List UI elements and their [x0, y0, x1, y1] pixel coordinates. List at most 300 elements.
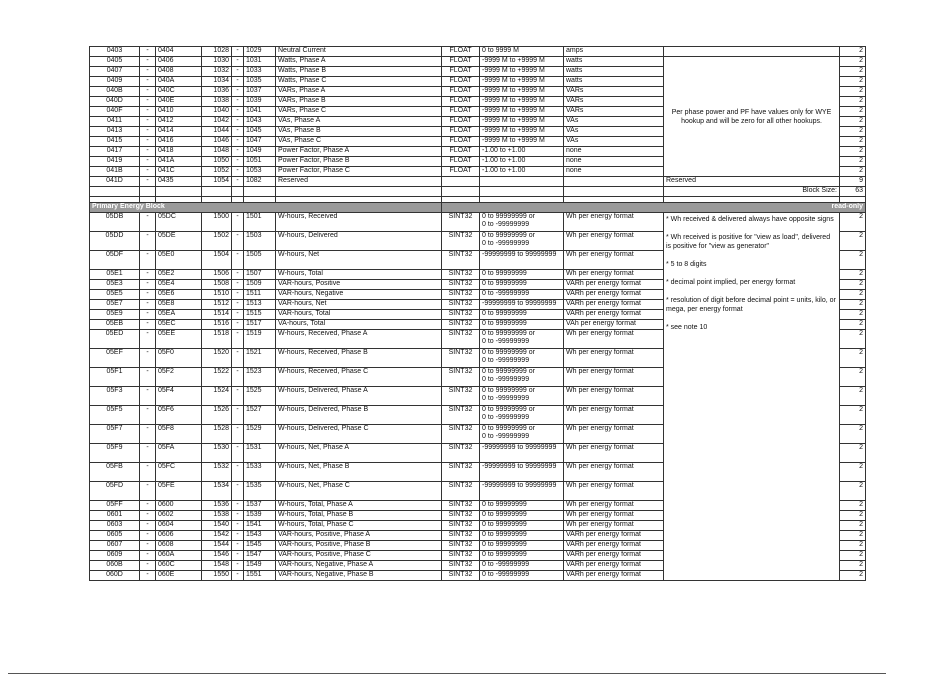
format: SINT32: [442, 270, 480, 280]
range: [480, 310, 564, 320]
range: -9999 M to +9999 M: [480, 107, 564, 117]
size: 2: [840, 511, 866, 521]
dec-end: 1541: [244, 521, 276, 531]
hex-start: 05F1: [90, 368, 140, 387]
units: VARh per energy format: [564, 541, 664, 551]
units: watts: [564, 77, 664, 87]
description: VA-hours, Total: [276, 320, 442, 330]
hex-start: 040D: [90, 97, 140, 107]
units: VARh per energy format: [564, 310, 664, 320]
hex-start: 05E3: [90, 280, 140, 290]
hex-start: 0411: [90, 117, 140, 127]
dash: -: [232, 107, 244, 117]
hex-end: 05E8: [156, 300, 202, 310]
description: W-hours, Total, Phase A: [276, 501, 442, 511]
dec-end: 1047: [244, 137, 276, 147]
dash: -: [232, 290, 244, 300]
dec-end: 1535: [244, 482, 276, 501]
dash: -: [140, 290, 156, 300]
range-line: 0 to 99999999: [482, 320, 527, 327]
units: Wh per energy format: [564, 368, 664, 387]
range: -9999 M to +9999 M: [480, 67, 564, 77]
format: SINT32: [442, 541, 480, 551]
dec-start: 1538: [202, 511, 232, 521]
format: SINT32: [442, 232, 480, 251]
range-line: 0 to 99999999: [482, 541, 527, 548]
units: VARh per energy format: [564, 571, 664, 581]
size: 2: [840, 137, 866, 147]
units: Wh per energy format: [564, 482, 664, 501]
hex-end: 05EC: [156, 320, 202, 330]
units: none: [564, 167, 664, 177]
dash: -: [232, 280, 244, 290]
dec-start: 1030: [202, 57, 232, 67]
dash: -: [232, 541, 244, 551]
size: 2: [840, 157, 866, 167]
size: 9: [840, 177, 866, 187]
format: FLOAT: [442, 127, 480, 137]
description: VAR-hours, Positive, Phase B: [276, 541, 442, 551]
range-line: 0 to 99999999 or: [482, 368, 535, 375]
units: VAs: [564, 117, 664, 127]
range-line: 0 to 99999999: [482, 310, 527, 317]
hex-end: 05F8: [156, 425, 202, 444]
energy-note: * see note 10: [666, 324, 708, 331]
units: VARh per energy format: [564, 290, 664, 300]
range: [480, 521, 564, 531]
size: 2: [840, 349, 866, 368]
description: VARs, Phase A: [276, 87, 442, 97]
range-line: 0 to 99999999: [482, 511, 527, 518]
block-size-label: Block Size:: [664, 187, 840, 197]
energy-note: * resolution of digit before decimal point = units, kilo, or mega, per energy format: [666, 297, 836, 313]
hex-start: 05DB: [90, 213, 140, 232]
format: SINT32: [442, 531, 480, 541]
dash: -: [140, 368, 156, 387]
range-line-2: 0 to -99999999: [482, 221, 530, 228]
register-map-table: [89, 46, 866, 581]
range-line: 0 to -99999999: [482, 571, 530, 578]
format: SINT32: [442, 406, 480, 425]
description: VARs, Phase B: [276, 97, 442, 107]
energy-note: * 5 to 8 digits: [666, 261, 707, 268]
units: VAs: [564, 127, 664, 137]
dash: -: [232, 368, 244, 387]
dec-start: 1500: [202, 213, 232, 232]
energy-notes: [664, 213, 840, 581]
dec-start: 1046: [202, 137, 232, 147]
units: Wh per energy format: [564, 213, 664, 232]
format: FLOAT: [442, 137, 480, 147]
description: W-hours, Received, Phase A: [276, 330, 442, 349]
format: SINT32: [442, 444, 480, 463]
range-line: 0 to 99999999: [482, 280, 527, 287]
units: none: [564, 157, 664, 167]
hex-end: 05FA: [156, 444, 202, 463]
description: VAs, Phase C: [276, 137, 442, 147]
range-line: 0 to 99999999 or: [482, 213, 535, 220]
size: 2: [840, 67, 866, 77]
dash: -: [232, 320, 244, 330]
units: VARs: [564, 107, 664, 117]
dash: -: [140, 330, 156, 349]
dec-end: 1519: [244, 330, 276, 349]
format: SINT32: [442, 561, 480, 571]
range: 0 to 9999 M: [480, 47, 564, 57]
dash: -: [232, 425, 244, 444]
range: -1.00 to +1.00: [480, 147, 564, 157]
dec-end: 1033: [244, 67, 276, 77]
units: Wh per energy format: [564, 511, 664, 521]
size: 2: [840, 232, 866, 251]
dash: -: [232, 213, 244, 232]
dec-start: 1044: [202, 127, 232, 137]
hex-start: 05F7: [90, 425, 140, 444]
dec-end: 1029: [244, 47, 276, 57]
range: [480, 300, 564, 310]
range: [480, 511, 564, 521]
size: 2: [840, 320, 866, 330]
range-line-2: 0 to -99999999: [482, 414, 530, 421]
format: SINT32: [442, 300, 480, 310]
range: -9999 M to +9999 M: [480, 87, 564, 97]
dec-start: 1522: [202, 368, 232, 387]
hex-start: 0415: [90, 137, 140, 147]
description: W-hours, Total, Phase C: [276, 521, 442, 531]
range: -9999 M to +9999 M: [480, 127, 564, 137]
range: [480, 320, 564, 330]
dash: -: [140, 213, 156, 232]
dash: -: [140, 425, 156, 444]
size: 2: [840, 107, 866, 117]
range-line-2: 0 to -99999999: [482, 395, 530, 402]
format: FLOAT: [442, 97, 480, 107]
dash: -: [232, 147, 244, 157]
hex-start: 05FD: [90, 482, 140, 501]
dec-end: 1517: [244, 320, 276, 330]
range: [480, 541, 564, 551]
description: VAR-hours, Positive: [276, 280, 442, 290]
dec-end: 1503: [244, 232, 276, 251]
hex-start: 05EF: [90, 349, 140, 368]
dash: -: [232, 67, 244, 77]
top-section: [90, 47, 866, 177]
dash: -: [232, 47, 244, 57]
dec-start: 1504: [202, 251, 232, 270]
range-line: 0 to 99999999 or: [482, 425, 535, 432]
table-row: [90, 57, 866, 67]
dec-end: 1547: [244, 551, 276, 561]
dash: -: [140, 117, 156, 127]
range: [480, 501, 564, 511]
units: VARs: [564, 97, 664, 107]
dec-start: 1028: [202, 47, 232, 57]
hex-start: 05F3: [90, 387, 140, 406]
format: FLOAT: [442, 167, 480, 177]
size: 2: [840, 551, 866, 561]
size: 2: [840, 117, 866, 127]
range: [480, 551, 564, 561]
dec-start: 1036: [202, 87, 232, 97]
description: W-hours, Net: [276, 251, 442, 270]
dash: -: [232, 444, 244, 463]
range-line: -99999999 to 99999999: [482, 482, 557, 489]
dash: -: [140, 501, 156, 511]
size: 2: [840, 463, 866, 482]
hex-end: 0435: [156, 177, 202, 187]
dec-start: 1526: [202, 406, 232, 425]
dec-end: 1051: [244, 157, 276, 167]
description: VAR-hours, Net: [276, 300, 442, 310]
hex-end: 060C: [156, 561, 202, 571]
hex-start: 05DF: [90, 251, 140, 270]
format: SINT32: [442, 290, 480, 300]
description: Reserved: [276, 177, 442, 187]
description: Watts, Phase B: [276, 67, 442, 77]
dash: -: [232, 77, 244, 87]
dec-start: 1050: [202, 157, 232, 167]
hex-end: 05FC: [156, 463, 202, 482]
hex-start: 05E9: [90, 310, 140, 320]
dec-end: 1515: [244, 310, 276, 320]
hex-start: 040F: [90, 107, 140, 117]
hex-end: 05E0: [156, 251, 202, 270]
dash: -: [140, 77, 156, 87]
dec-start: 1514: [202, 310, 232, 320]
range-line: 0 to 99999999 or: [482, 406, 535, 413]
hex-end: 0600: [156, 501, 202, 511]
format: SINT32: [442, 213, 480, 232]
dash: -: [140, 67, 156, 77]
description: Watts, Phase A: [276, 57, 442, 67]
dash: -: [232, 561, 244, 571]
hex-end: 040A: [156, 77, 202, 87]
size: 2: [840, 310, 866, 320]
dash: -: [140, 97, 156, 107]
hex-end: 0602: [156, 511, 202, 521]
hex-start: 05E5: [90, 290, 140, 300]
description: VAR-hours, Negative, Phase B: [276, 571, 442, 581]
range: [480, 368, 564, 387]
range: [480, 425, 564, 444]
dash: -: [232, 463, 244, 482]
hex-end: 0414: [156, 127, 202, 137]
range-line-2: 0 to -99999999: [482, 357, 530, 364]
hex-end: 060A: [156, 551, 202, 561]
hex-start: 05EB: [90, 320, 140, 330]
range: -9999 M to +9999 M: [480, 57, 564, 67]
dash: -: [140, 541, 156, 551]
dash: -: [232, 300, 244, 310]
dash: -: [140, 167, 156, 177]
dec-start: 1042: [202, 117, 232, 127]
range-line: 0 to 99999999 or: [482, 387, 535, 394]
energy-note: * decimal point implied, per energy format: [666, 279, 796, 286]
description: W-hours, Received, Phase B: [276, 349, 442, 368]
dash: -: [232, 330, 244, 349]
per-phase-note: Per phase power and PF have values only for WYE hookup and will be zero for all other hookups.: [664, 57, 840, 177]
dec-end: 1543: [244, 531, 276, 541]
size: 2: [840, 77, 866, 87]
description: W-hours, Delivered: [276, 232, 442, 251]
description: W-hours, Net, Phase B: [276, 463, 442, 482]
size: 2: [840, 167, 866, 177]
dec-start: 1530: [202, 444, 232, 463]
dec-end: 1511: [244, 290, 276, 300]
hex-start: 05DD: [90, 232, 140, 251]
hex-start: 0403: [90, 47, 140, 57]
dash: -: [232, 310, 244, 320]
hex-end: 05E2: [156, 270, 202, 280]
units: Wh per energy format: [564, 251, 664, 270]
size: 2: [840, 213, 866, 232]
range-line-2: 0 to -99999999: [482, 376, 530, 383]
description: W-hours, Delivered, Phase C: [276, 425, 442, 444]
dec-start: 1534: [202, 482, 232, 501]
dash: -: [140, 107, 156, 117]
range: [480, 290, 564, 300]
units: VARs: [564, 87, 664, 97]
hex-start: 05E1: [90, 270, 140, 280]
hex-end: 040E: [156, 97, 202, 107]
range-line: 0 to 99999999: [482, 531, 527, 538]
hex-end: 05E6: [156, 290, 202, 300]
description: VAR-hours, Negative, Phase A: [276, 561, 442, 571]
range: -1.00 to +1.00: [480, 157, 564, 167]
range-line: 0 to 99999999: [482, 521, 527, 528]
range: [480, 213, 564, 232]
range: [480, 330, 564, 349]
size: 2: [840, 97, 866, 107]
dec-start: 1038: [202, 97, 232, 107]
description: W-hours, Total: [276, 270, 442, 280]
hex-start: 040B: [90, 87, 140, 97]
reserved-section: [90, 177, 866, 213]
range: [480, 406, 564, 425]
hex-start: 05F5: [90, 406, 140, 425]
dec-start: 1532: [202, 463, 232, 482]
units: VARh per energy format: [564, 561, 664, 571]
dec-start: 1544: [202, 541, 232, 551]
description: Power Factor, Phase C: [276, 167, 442, 177]
range: -1.00 to +1.00: [480, 167, 564, 177]
size: 2: [840, 387, 866, 406]
dec-start: 1512: [202, 300, 232, 310]
dec-start: 1548: [202, 561, 232, 571]
dec-start: 1510: [202, 290, 232, 300]
dash: -: [232, 571, 244, 581]
size: 2: [840, 482, 866, 501]
size: 2: [840, 425, 866, 444]
dec-start: 1536: [202, 501, 232, 511]
dash: -: [140, 511, 156, 521]
format: SINT32: [442, 425, 480, 444]
dec-start: 1506: [202, 270, 232, 280]
format: FLOAT: [442, 157, 480, 167]
hex-start: 060D: [90, 571, 140, 581]
dec-start: 1034: [202, 77, 232, 87]
description: Power Factor, Phase A: [276, 147, 442, 157]
dec-end: 1501: [244, 213, 276, 232]
dash: -: [140, 406, 156, 425]
units: VAh per energy format: [564, 320, 664, 330]
units: Wh per energy format: [564, 406, 664, 425]
hex-start: 05E7: [90, 300, 140, 310]
dec-start: 1540: [202, 521, 232, 531]
notes: [664, 47, 840, 57]
units: Wh per energy format: [564, 521, 664, 531]
dec-end: 1082: [244, 177, 276, 187]
units: amps: [564, 47, 664, 57]
format: FLOAT: [442, 77, 480, 87]
dash: -: [140, 482, 156, 501]
range: [480, 463, 564, 482]
block-size-value: 63: [840, 187, 866, 197]
description: W-hours, Net, Phase C: [276, 482, 442, 501]
hex-start: 0607: [90, 541, 140, 551]
dec-end: 1545: [244, 541, 276, 551]
dash: -: [140, 57, 156, 67]
hex-start: 05ED: [90, 330, 140, 349]
dash: -: [232, 531, 244, 541]
dec-end: 1043: [244, 117, 276, 127]
dec-end: 1537: [244, 501, 276, 511]
range: [480, 387, 564, 406]
dash: -: [140, 571, 156, 581]
dec-start: 1528: [202, 425, 232, 444]
format: FLOAT: [442, 87, 480, 97]
format: SINT32: [442, 368, 480, 387]
hex-end: 0404: [156, 47, 202, 57]
dec-end: 1523: [244, 368, 276, 387]
dash: -: [232, 57, 244, 67]
units: VAs: [564, 137, 664, 147]
size: 2: [840, 444, 866, 463]
hex-end: 0606: [156, 531, 202, 541]
range-line: -99999999 to 99999999: [482, 444, 557, 451]
description: VAR-hours, Negative: [276, 290, 442, 300]
format: FLOAT: [442, 107, 480, 117]
range-line: 0 to 99999999: [482, 501, 527, 508]
hex-end: 0412: [156, 117, 202, 127]
dash: -: [232, 117, 244, 127]
format: SINT32: [442, 521, 480, 531]
format: SINT32: [442, 571, 480, 581]
range-line: -99999999 to 99999999: [482, 251, 557, 258]
hex-start: 0603: [90, 521, 140, 531]
description: Watts, Phase C: [276, 77, 442, 87]
dash: -: [140, 232, 156, 251]
dash: -: [140, 47, 156, 57]
description: VAs, Phase A: [276, 117, 442, 127]
format: SINT32: [442, 511, 480, 521]
hex-end: 0408: [156, 67, 202, 77]
format: SINT32: [442, 387, 480, 406]
format: FLOAT: [442, 67, 480, 77]
units: VARh per energy format: [564, 551, 664, 561]
format: SINT32: [442, 463, 480, 482]
dash: -: [140, 387, 156, 406]
range: [480, 444, 564, 463]
range: [480, 232, 564, 251]
range: -9999 M to +9999 M: [480, 97, 564, 107]
hex-end: 05F2: [156, 368, 202, 387]
format: FLOAT: [442, 57, 480, 67]
hex-end: 05FE: [156, 482, 202, 501]
range-line: 0 to 99999999: [482, 270, 527, 277]
format: SINT32: [442, 320, 480, 330]
range: [480, 482, 564, 501]
